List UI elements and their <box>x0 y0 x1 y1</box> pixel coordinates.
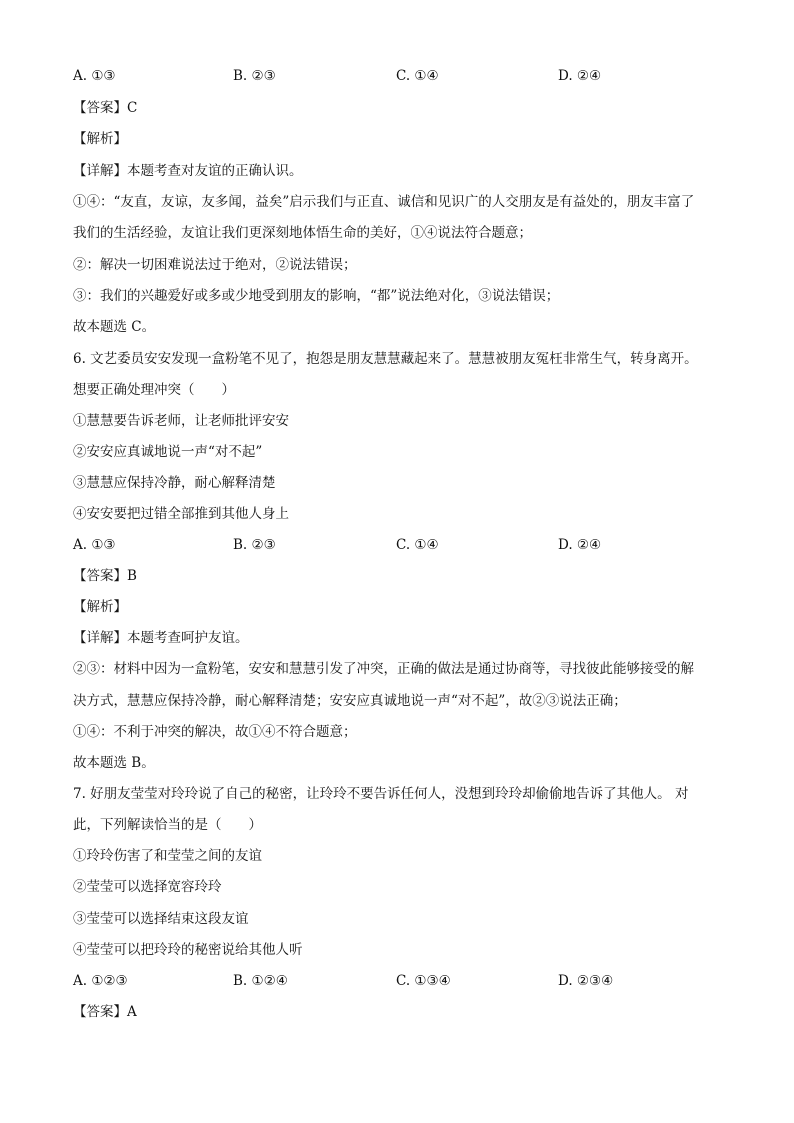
q5-option-c: C. ①④ <box>396 68 439 84</box>
q6-conclusion: 故本题选 B。 <box>73 755 155 771</box>
q6-item-1: ①慧慧要告诉老师，让老师批评安安 <box>73 413 289 429</box>
q7-option-b: B. ①②④ <box>233 973 288 989</box>
q5-explanation-line: ①④：“友直，友谅，友多闻，益矣”启示我们与正直、诚信和见识广的人交朋友是有益处的，朋友丰富了 <box>73 194 695 210</box>
q5-option-b: B. ②③ <box>233 68 276 84</box>
q7-item-1: ①玲玲伤害了和莹莹之间的友谊 <box>73 848 262 864</box>
q7-item-3: ③莹莹可以选择结束这段友谊 <box>73 911 249 927</box>
q5-options <box>73 67 733 85</box>
q5-option-d: D. ②④ <box>558 68 602 84</box>
q5-explanation-line: 我们的生活经验，友谊让我们更深刻地体悟生命的美好，①④说法符合题意； <box>73 225 532 241</box>
q5-option-a: A. ①③ <box>73 68 116 84</box>
q7-option-c: C. ①③④ <box>396 973 451 989</box>
q7-options <box>73 972 733 990</box>
q7-stem-cont: 此，下列解读恰当的是（ ） <box>73 817 262 833</box>
q6-explanation-line: ②③：材料中因为一盒粉笔，安安和慧慧引发了冲突，正确的做法是通过协商等，寻找彼此能够接受的解 <box>73 661 694 677</box>
q6-options <box>73 536 733 554</box>
q6-stem: 6. 文艺委员安安发现一盒粉笔不见了，抱怨是朋友慧慧藏起来了。慧慧被朋友冤枉非常生气，转身离开。 <box>73 351 698 367</box>
q6-analysis-heading: 【解析】 <box>73 599 127 615</box>
q7-answer: 【答案】A <box>73 1004 137 1020</box>
q6-detail: 【详解】本题考查呵护友谊。 <box>73 630 249 646</box>
q7-stem: 7. 好朋友莹莹对玲玲说了自己的秘密，让玲玲不要告诉任何人，没想到玲玲却偷偷地告诉了其他人。 对 <box>73 786 689 802</box>
q5-explanation-line: ②：解决一切困难说法过于绝对，②说法错误； <box>73 257 357 273</box>
q6-option-b: B. ②③ <box>233 537 276 553</box>
q5-conclusion: 故本题选 C。 <box>73 319 156 335</box>
q6-item-2: ②安安应真诚地说一声“对不起” <box>73 444 263 460</box>
q6-option-c: C. ①④ <box>396 537 439 553</box>
q6-explanation-line: 决方式，慧慧应保持冷静，耐心解释清楚；安安应真诚地说一声“对不起”，故②③说法正确； <box>73 693 627 709</box>
q6-item-3: ③慧慧应保持冷静，耐心解释清楚 <box>73 475 276 491</box>
q6-answer: 【答案】B <box>73 568 137 584</box>
q6-stem-cont: 想要正确处理冲突（ ） <box>73 382 235 398</box>
q7-item-4: ④莹莹可以把玲玲的秘密说给其他人听 <box>73 942 303 958</box>
q5-detail: 【详解】本题考查对友谊的正确认识。 <box>73 163 303 179</box>
q6-option-a: A. ①③ <box>73 537 116 553</box>
q5-analysis-heading: 【解析】 <box>73 131 127 147</box>
q7-option-a: A. ①②③ <box>73 973 128 989</box>
q6-item-4: ④安安要把过错全部推到其他人身上 <box>73 506 289 522</box>
q5-explanation-line: ③：我们的兴趣爱好或多或少地受到朋友的影响，“都”说法绝对化，③说法错误； <box>73 288 560 304</box>
q7-item-2: ②莹莹可以选择宽容玲玲 <box>73 879 222 895</box>
q5-answer: 【答案】C <box>73 100 138 116</box>
q6-option-d: D. ②④ <box>558 537 602 553</box>
q6-explanation-line: ①④：不利于冲突的解决，故①④不符合题意； <box>73 724 357 740</box>
q7-option-d: D. ②③④ <box>558 973 614 989</box>
